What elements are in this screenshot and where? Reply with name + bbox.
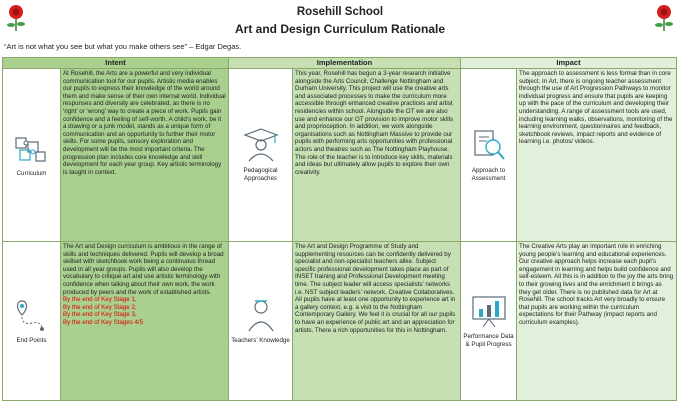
page-title: Art and Design Curriculum Rationale <box>234 22 446 36</box>
intent-end-points-body: The Art and Design curriculum is ambitious in the range of skills and techniques delivered. Pupils will develop a broad skillset with sketchbook work being a continuous thread used in all year groups. Pupils will also develop the vocabulary to critique art and use artistic terminology with confidence when talking about their own work, the work produced by peers and the work of established artists. <box>63 243 224 296</box>
rationale-table <box>2 57 677 401</box>
pedagogical-label: Pedagogical Approaches <box>243 167 278 182</box>
school-name: Rosehill School <box>296 6 384 18</box>
intent-curriculum-text: At Rosehill, the Arts are a powerful and very individual communication tool for our pupils. Artistic media enables our pupils to express their knowledge of the world around them and make sense of their own internal world. Individual responses and diversity are celebrated, as there is no ‘right’ or ‘wrong’ way to create a piece of work. Pupils gain confidence and a feeling of self-worth. A child’s work, be it a drawing or a junk model, stands as a unique form of communication and an opportunity to further their motor skills. For some pupils, sensory exploration and development will be the most important criteria. The progression plan includes core knowledge and skill development for each year group. Key artistic terminology is taught in context. <box>63 70 226 176</box>
impact-assessment-text: The approach to assessment is less formal than in core subject. In Art, there is ongoing teacher assessment through the use of Art Progression Pathways to monitor individual progress and ensure that pupils are keeping up with the pace of the curriculum and developing their understanding. A range of assessment tools are used, including learning walks, observations, monitoring of the learning environment, questionnaires and feedback, sketchbook reviews, impact reports and evidence of learning i.e. photos/ videos. <box>519 70 673 146</box>
teachers-knowledge-cell <box>229 242 293 401</box>
key-stage-1-link[interactable]: By the end of Key Stage 1, <box>63 296 137 304</box>
teacher-icon <box>241 297 281 333</box>
end-points-cell <box>3 242 61 401</box>
route-pin-icon <box>12 297 52 333</box>
pedagogical-cell <box>229 69 293 242</box>
puzzle-icon <box>12 132 52 166</box>
end-points-label: End Points <box>16 337 47 344</box>
page-header <box>0 0 680 40</box>
intent-header: Intent <box>3 58 229 69</box>
implementation-teachers-text: The Art and Design Programme of Study and supplementing resources can be confidently delivered by specialist and non-specialist teachers alike. Subject specific professional development takes place as part of INSET training and Professional Development meeting time. The subject leader will access specialists’ networks i.e. NST subject leaders’ network, Creative Collaboratives. All pupils have at least one opportunity to experience art in a gallery context, e.g. a visit to the Nottingham Contemporary Gallery. We feel it is crucial for all our pupils to have an experience of public art and an appreciation for artists. There a rich opportunities for this in Nottingham. <box>295 243 456 334</box>
implementation-pedagogical-text: This year, Rosehill has begun a 3-year research initiative alongside the Arts Council, Challenge Nottingham and Durham University. This project will use the creative arts and associated processes to make the curriculum more accessible through enhanced creative practices and artist residencies within school. Alongside the OT we are also use and enhance our OT provision to improve motor skills and proprioception. In addition, we work alongside organisations such as Nottingham Massive to provide our pupils with performing arts opportunities with professional actors and theatres such as The Nottingham Playhouse. The role of the teacher is to introduce key skills, materials and ideas but ultimately allow pupils to explore their own creativity. <box>295 70 454 176</box>
quote: “Art is not what you see but what you make others see” – Edgar Degas. <box>4 42 242 51</box>
implementation-header: Implementation <box>229 58 461 69</box>
curriculum-cell <box>3 69 61 242</box>
chart-board-icon <box>469 293 509 329</box>
key-stage-2-link[interactable]: By the end of Key Stage 2, <box>63 303 137 311</box>
impact-performance-text: The Creative Arts play an important role in enriching young people’s learning and educational experiences. Our creative approach helps increase each pupil’s engagement in learning and helps build confidence and self-esteem. All this is in addition to the joy the arts bring to their growing lives and the enrichment it brings as they get older. There is no published data for Art at Rosehill. The school tracks Art very broadly to ensure that pupils are working within the curriculum expectations for their Pathway (impact reports and curriculum examples). <box>519 243 674 326</box>
curriculum-label: Curriculum <box>16 170 47 177</box>
teachers-knowledge-label: Teachers’ Knowledge <box>231 337 290 344</box>
key-stage-3-link[interactable]: By the end of Key Stage 3, <box>63 311 137 319</box>
performance-label: Performance Data & Pupil Progress <box>463 333 514 348</box>
assessment-label: Approach to Assessment <box>471 167 506 182</box>
intent-end-points-text <box>61 242 228 328</box>
rose-logo-icon <box>652 2 676 32</box>
assessment-cell <box>461 69 517 242</box>
performance-cell <box>461 242 517 401</box>
magnifier-document-icon <box>469 127 509 163</box>
graduate-icon <box>241 127 281 163</box>
key-stage-4-5-link[interactable]: By the end of Key Stages 4/5 <box>63 318 144 326</box>
impact-header: Impact <box>461 58 677 69</box>
